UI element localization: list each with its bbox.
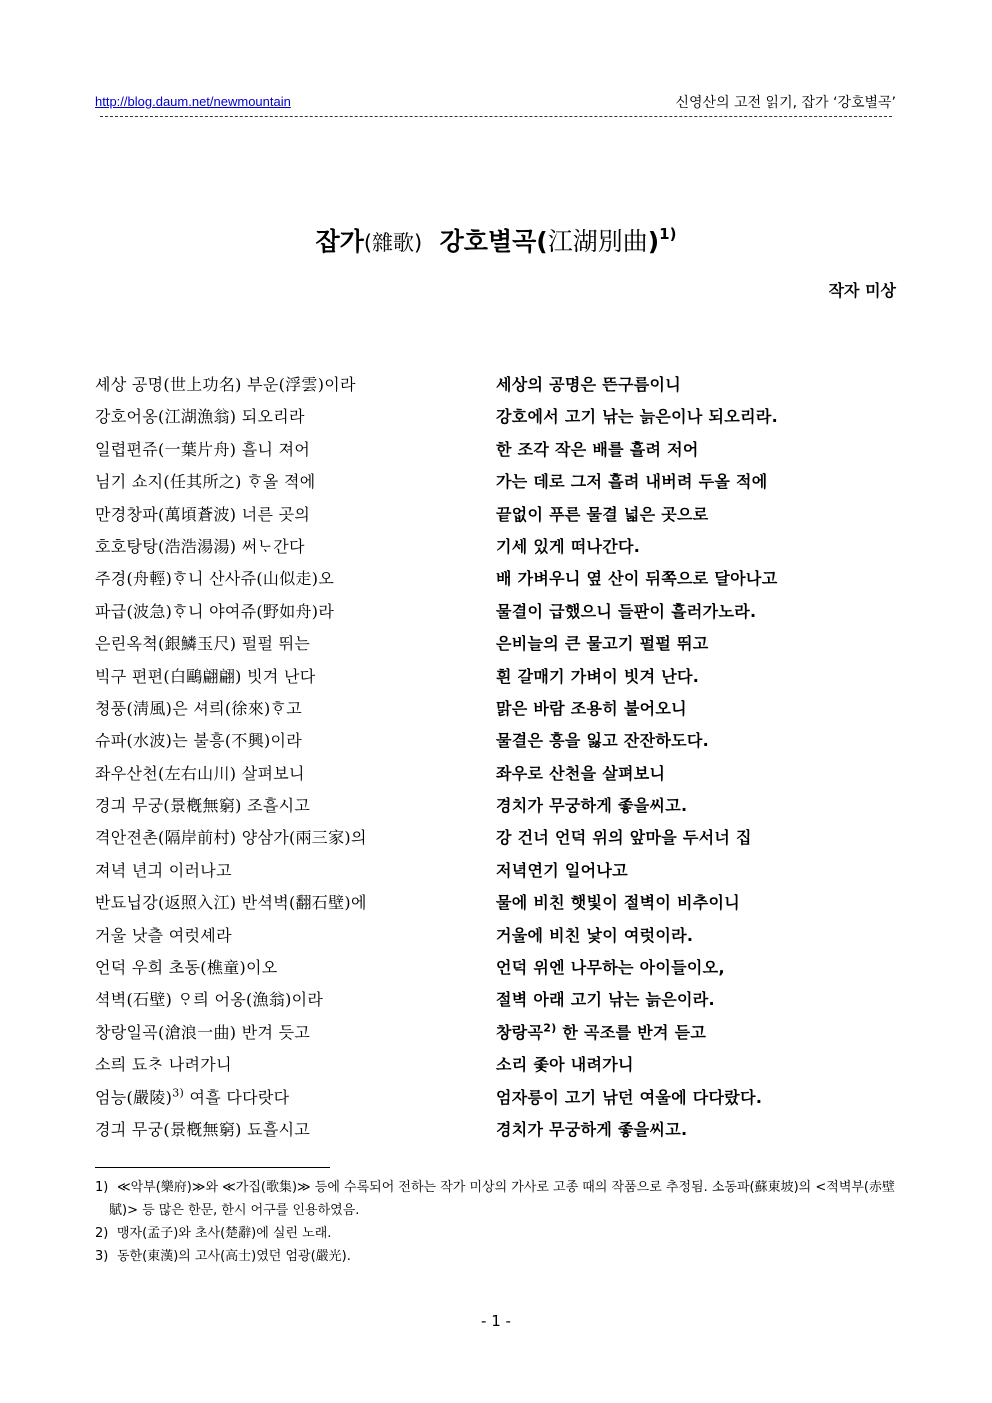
- poem-line: [95, 1048, 900, 1080]
- translation-text: 강호에서 고기 낚는 늙은이나 되오리라.: [496, 407, 778, 427]
- poem-line: [95, 660, 900, 692]
- translation-text: 소리 좇아 내려가니: [496, 1055, 634, 1075]
- original-text: 쳥풍(淸風)은 셔릐(徐來)ᄒᆞ고: [95, 698, 303, 718]
- poem-line: [95, 368, 900, 400]
- document-title: [0, 222, 992, 258]
- original-text: 거울 낫츨 여럿셰라: [95, 925, 232, 945]
- footnote-ref: 2): [543, 1021, 557, 1035]
- poem-line: [95, 530, 900, 562]
- footnote-ref: 3): [172, 1086, 185, 1100]
- footnote-number: 2): [95, 1226, 109, 1241]
- translation-text: 물결이 급했으니 들판이 흘러가노라.: [496, 601, 757, 621]
- translation-text: 물에 비친 햇빛이 절벽이 비추이니: [496, 893, 741, 913]
- translation-text: 물결은 흥을 잃고 잔잔하도다.: [496, 731, 710, 751]
- translation-text: 저녁연기 일어나고: [496, 860, 628, 880]
- author: 작자 미상: [828, 281, 896, 300]
- original-text: 주경(舟輕)ᄒᆞ니 산사쥬(山似走)오: [95, 569, 335, 589]
- original-text: 창랑일곡(滄浪一曲) 반겨 듯고: [95, 1022, 311, 1042]
- header-divider: [100, 116, 892, 117]
- original-text: 격안젼촌(隔岸前村) 양삼가(兩三家)의: [95, 828, 367, 848]
- translation-text: 배 가벼우니 옆 산이 뒤쪽으로 달아나고: [496, 569, 778, 589]
- original-text: 져녁 년긔 이러나고: [95, 860, 232, 880]
- original-part: 엄능(嚴陵): [95, 1087, 173, 1107]
- original-text: 경긔 무궁(景槪無窮) 조흘시고: [95, 796, 311, 816]
- footnote-number: 1): [95, 1180, 109, 1195]
- translation-text: 경치가 무궁하게 좋을씨고.: [496, 1119, 688, 1139]
- footnotes: [95, 1176, 900, 1268]
- translation-text: 흰 갈매기 가벼이 빗겨 난다.: [496, 666, 700, 686]
- translation-text: 경치가 무궁하게 좋을씨고.: [496, 796, 688, 816]
- title-name: 강호별곡: [439, 227, 537, 256]
- original-text: 좌우산천(左右山川) 살펴보니: [95, 763, 305, 783]
- translation-text: 거울에 비친 낯이 여럿이라.: [496, 925, 694, 945]
- poem-line: [95, 951, 900, 983]
- poem-line: [95, 498, 900, 530]
- original-part: 여흘 다다랏다: [184, 1087, 290, 1107]
- footnote-text: ≪악부(樂府)≫와 ≪가집(歌集)≫ 등에 수록되어 전하는 작가 미상의 가사로 고종 때의 작품으로 추정됨. 소동파(蘇東坡)의 <적벽부(赤壁賦)> 등 많은 한문, 한시 어구를 인용하였음.: [109, 1180, 896, 1218]
- poem-line: [95, 789, 900, 821]
- original-text: 소릐 됴ᄎᆞ 나려가니: [95, 1055, 232, 1075]
- footnote: [95, 1245, 900, 1268]
- footnote: [95, 1176, 900, 1222]
- original-text: 강호어옹(江湖漁翁) 되오리라: [95, 407, 305, 427]
- footnote-divider: [95, 1167, 330, 1168]
- translation-text: 엄자릉이 고기 낚던 여울에 다다랐다.: [496, 1087, 763, 1107]
- poem-line: [95, 854, 900, 886]
- poem-line: [95, 400, 900, 432]
- original-text: 호호탕탕(浩浩湯湯) 써ᄂᆞ간다: [95, 536, 305, 556]
- translation-text: 강 건너 언덕 위의 앞마을 두서너 집: [496, 828, 752, 848]
- poem-line: [95, 433, 900, 465]
- original-text: 빅구 편편(白鷗翩翩) 빗겨 난다: [95, 666, 316, 686]
- translation-text: 은비늘의 큰 물고기 펄펄 뛰고: [496, 634, 709, 654]
- poem-line: [95, 821, 900, 853]
- title-footnote-ref: 1): [659, 224, 677, 243]
- poem-line: [95, 983, 900, 1015]
- original-text: 언덕 우희 초동(樵童)이오: [95, 958, 278, 978]
- translation-text: 한 조각 작은 배를 흘려 저어: [496, 439, 699, 459]
- translation-text: 가는 데로 그저 흘려 내버려 두올 적에: [496, 472, 768, 492]
- title-name-hanja: 江湖別曲: [547, 227, 648, 256]
- poem-line: [95, 886, 900, 918]
- original-text: 파급(波急)ᄒᆞ니 야여쥬(野如舟)라: [95, 601, 335, 621]
- translation-part: 한 곡조를 반겨 듣고: [556, 1022, 707, 1042]
- footnote: [95, 1222, 900, 1245]
- title-genre: 잡가: [315, 227, 364, 256]
- translation-text: [496, 1020, 706, 1043]
- translation-text: 좌우로 산천을 살펴보니: [496, 763, 666, 783]
- footnote-number: 3): [95, 1249, 109, 1264]
- original-text: 반됴닙강(返照入江) 반셕벽(翻石壁)에: [95, 893, 367, 913]
- poem-body: [95, 368, 900, 1145]
- original-text: 만경창파(萬頃蒼波) 너른 곳의: [95, 504, 311, 524]
- original-text: 셕벽(石壁) ᄋᆞ릐 어옹(漁翁)이라: [95, 990, 324, 1010]
- page-number: - 1 -: [481, 1312, 511, 1330]
- poem-line: [95, 757, 900, 789]
- translation-text: 절벽 아래 고기 낚는 늙은이라.: [496, 990, 715, 1010]
- poem-line: [95, 465, 900, 497]
- footnote-text: 맹자(孟子)와 초사(楚辭)에 실린 노래.: [117, 1226, 332, 1241]
- poem-line: [95, 1113, 900, 1145]
- original-text: 경긔 무궁(景槪無窮) 됴흘시고: [95, 1119, 311, 1139]
- poem-line: [95, 724, 900, 756]
- translation-text: 맑은 바람 조용히 불어오니: [496, 698, 687, 718]
- translation-text: 언덕 위엔 나무하는 아이들이오,: [496, 958, 725, 978]
- blog-url-link[interactable]: http://blog.daum.net/newmountain: [95, 94, 291, 109]
- poem-line: [95, 919, 900, 951]
- original-text: 슈파(水波)는 불흥(不興)이라: [95, 731, 303, 751]
- original-text: 셰상 공명(世上功名) 부운(浮雲)이라: [95, 375, 356, 394]
- title-hanja-open: (: [536, 227, 548, 256]
- title-genre-hanja: (雜歌): [363, 231, 423, 255]
- translation-text: 끝없이 푸른 물결 넓은 곳으로: [496, 504, 709, 524]
- poem-line: [95, 595, 900, 627]
- original-text: [95, 1085, 289, 1108]
- poem-line: [95, 627, 900, 659]
- poem-line: [95, 562, 900, 594]
- original-text: 님기 쇼지(任其所之) ᄒᆞ올 젹에: [95, 472, 316, 492]
- poem-line: [95, 692, 900, 724]
- header-title: 신영산의 고전 읽기, 잡가 ‘강호별곡’: [675, 95, 896, 111]
- translation-text: 세상의 공명은 뜬구름이니: [496, 375, 682, 394]
- translation-text: 기세 있게 떠나간다.: [496, 536, 641, 556]
- original-text: 은린옥쳑(銀鱗玉尺) 펄펄 뛰는: [95, 634, 311, 654]
- poem-line: [95, 1016, 900, 1048]
- footnote-text: 동한(東漢)의 고사(高士)였던 엄광(嚴光).: [117, 1249, 351, 1264]
- translation-part: 창랑곡: [496, 1022, 544, 1042]
- title-hanja-close: ): [647, 227, 660, 256]
- poem-line: [95, 1081, 900, 1113]
- original-text: 일렵편쥬(一葉片舟) 흘니 져어: [95, 439, 311, 459]
